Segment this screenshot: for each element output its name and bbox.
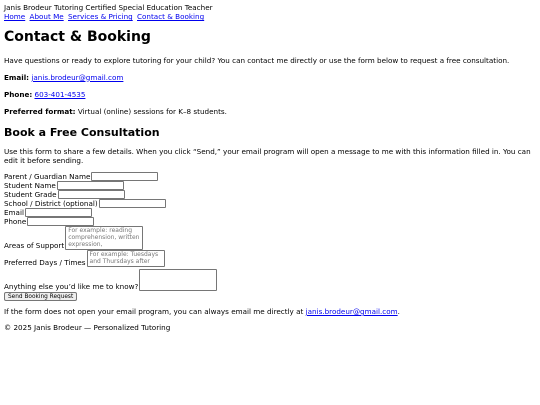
fallback-note-suffix: . — [397, 306, 400, 316]
send-booking-request-button[interactable]: Send Booking Request — [4, 292, 77, 301]
contact-phone-line — [4, 90, 536, 99]
form-row-school — [4, 199, 536, 208]
site-header — [4, 3, 536, 21]
page-title: Contact & Booking — [4, 29, 151, 45]
footer-copyright: © 2025 Janis Brodeur — Personalized Tutoring — [4, 322, 171, 332]
preferred-format-value: Virtual (online) sessions for K–8 students. — [77, 106, 227, 116]
contact-phone-link[interactable]: 603-401-4535 — [34, 89, 86, 99]
form-row-parent — [4, 172, 536, 181]
student-name-input[interactable] — [57, 181, 124, 190]
areas-of-support-label: Areas of Support — [4, 240, 65, 250]
parent-name-input[interactable] — [91, 172, 158, 181]
consultation-heading: Book a Free Consultation — [4, 125, 160, 139]
student-grade-input[interactable] — [58, 190, 125, 199]
contact-email-line — [4, 73, 536, 82]
anything-else-textarea[interactable] — [139, 269, 217, 291]
parent-name-label: Parent / Guardian Name — [4, 171, 91, 181]
school-district-input[interactable] — [99, 199, 166, 208]
fallback-email-link[interactable]: janis.brodeur@gmail.com — [305, 306, 398, 316]
phone-label: Phone — [4, 216, 27, 226]
intro-text: Have questions or ready to explore tutoring for your child? You can contact me directly or use the form below to request a free consultation. — [4, 55, 510, 65]
form-row-days — [4, 250, 536, 267]
school-district-label: School / District (optional) — [4, 198, 98, 208]
form-row-email — [4, 208, 536, 217]
main-content — [4, 29, 536, 316]
form-row-areas — [4, 226, 536, 250]
contact-email-label: Email: — [4, 72, 30, 82]
student-name-label: Student Name — [4, 180, 56, 190]
preferred-format-label: Preferred format: — [4, 106, 76, 116]
consultation-description: Use this form to share a few details. When you click “Send,” your email program will open a message to me with this information filled in. You can edit it before sending. — [4, 146, 531, 165]
form-row-else — [4, 269, 536, 291]
form-row-phone — [4, 217, 536, 226]
contact-phone-label: Phone: — [4, 89, 33, 99]
fallback-note-text: If the form does not open your email program, you can always email me directly at — [4, 306, 306, 316]
booking-form — [4, 172, 536, 301]
main-nav — [4, 12, 536, 21]
form-row-grade — [4, 190, 536, 199]
preferred-days-label: Preferred Days / Times — [4, 257, 86, 267]
nav-link-contact[interactable]: Contact & Booking — [137, 12, 205, 21]
phone-input[interactable] — [27, 217, 94, 226]
areas-of-support-textarea[interactable] — [65, 226, 143, 250]
form-row-student — [4, 181, 536, 190]
preferred-days-textarea[interactable] — [87, 250, 165, 267]
contact-email-link[interactable]: janis.brodeur@gmail.com — [31, 72, 124, 82]
site-footer — [4, 323, 536, 332]
fallback-note — [4, 307, 536, 316]
nav-link-home[interactable]: Home — [4, 12, 26, 21]
email-label: Email — [4, 207, 24, 217]
nav-link-about[interactable]: About Me — [29, 12, 64, 21]
email-input[interactable] — [25, 208, 92, 217]
preferred-format-line — [4, 107, 536, 116]
anything-else-label: Anything else you’d like me to know? — [4, 281, 139, 291]
nav-link-services[interactable]: Services & Pricing — [68, 12, 133, 21]
site-title: Janis Brodeur Tutoring Certified Special Education Teacher — [4, 3, 213, 12]
student-grade-label: Student Grade — [4, 189, 57, 199]
